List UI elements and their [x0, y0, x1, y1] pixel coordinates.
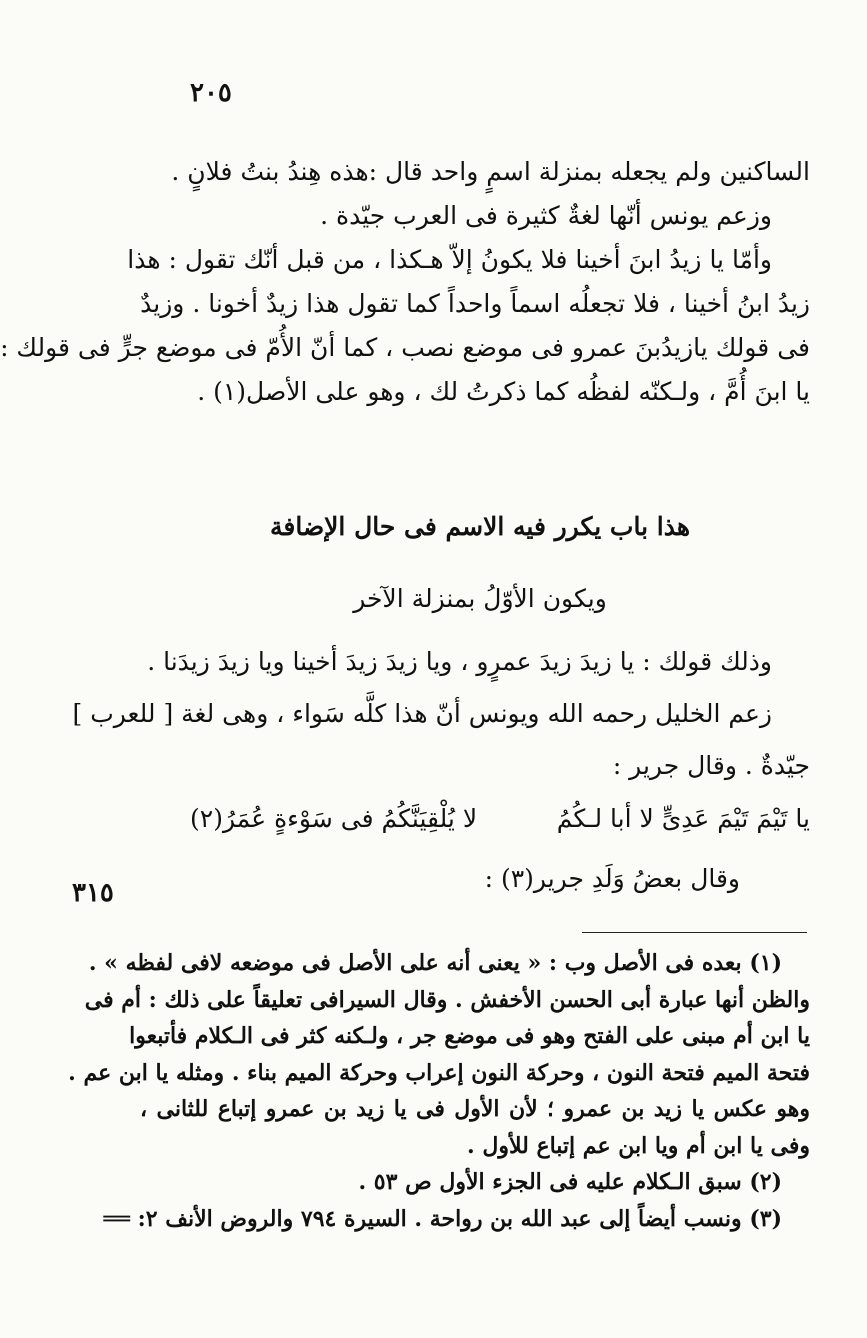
text-line: وزعم يونس أنّها لغةٌ كثيرة فى العرب جيّدة . [320, 201, 772, 230]
footnote-line: (٣) ونسب أيضاً إلى عبد الله بن رواحة . السيرة ٧٩٤ والروض الأنف ٢: ══ [103, 1205, 782, 1232]
chapter-subheading: ويكون الأوّلُ بمنزلة الآخر [353, 584, 607, 613]
footnote-line: (١) بعده فى الأصل وب : « يعنى أنه على الأصل فى موضعه لافى لفظه » . [88, 950, 782, 976]
footnote-divider [582, 932, 807, 933]
main-text-mid [72, 640, 810, 788]
text-line: جيّدةٌ . وقال جرير : [612, 751, 810, 780]
footnote-line: فتحة الميم فتحة النون ، وحركة النون إعراب وحركة الميم بناء . ومثله يا ابن عم . [68, 1059, 810, 1086]
text-line: وذلك قولك : يا زيدَ زيدَ عمرٍو ، ويا زيدَ زيدَ أخينا ويا زيدَ زيدَنا . [147, 647, 772, 676]
footnote-line: (٢) سبق الـكلام عليه فى الجزء الأول ص ٥٣ . [358, 1169, 782, 1195]
footnote-line: وفى يا ابن أم ويا ابن عم إتباع للأول . [467, 1132, 810, 1159]
footnote-line: والظن أنها عبارة أبى الحسن الأخفش . وقال السيرافى تعليقاً على ذلك : أم فى [84, 986, 810, 1013]
poetry-verse [190, 804, 810, 833]
margin-reference-number: ٣١٥ [72, 878, 114, 908]
text-line: زعم الخليل رحمه الله ويونس أنّ هذا كلَّه سَواء ، وهى لغة [ للعرب ] [72, 699, 772, 728]
footnote-line: يا ابن أم مبنى على الفتح وهو فى موضع جر ، ولـكنه كثر فى الـكلام فأتبعوا [129, 1023, 810, 1049]
chapter-heading: هذا باب يكرر فيه الاسم فى حال الإضافة [269, 512, 691, 541]
text-line: وقال بعضُ وَلَدِ جرير(٣) : [484, 864, 740, 893]
footnote-line: وهو عكس يا زيد بن عمرو ؛ لأن الأول فى يا زيد بن عمرو إتباع للثانى ، [140, 1096, 810, 1122]
page-number: ٢٠٥ [190, 78, 232, 108]
text-line: الساكنين ولم يجعله بمنزلة اسمٍ واحد قال :هذه هِندُ بنتُ فلانٍ . [171, 157, 810, 186]
text-line: وأمّا يا زيدُ ابنَ أخينا فلا يكونُ إلاّ هـكذا ، من قبل أنّك تقول : هذا [127, 245, 772, 274]
text-line: يا ابنَ أُمَّ ، ولـكنّه لفظُه كما ذكرتُ لك ، وهو على الأصل(١) . [197, 377, 810, 406]
verse-first-hemistich: يا تَيْمَ تَيْمَ عَدِىٍّ لا أبا لـكُمُ [556, 804, 810, 833]
text-line: زيدُ ابنُ أخينا ، فلا تجعلُه اسماً واحداً كما تقول هذا زيدٌ أخونا . وزيدٌ [140, 289, 810, 318]
text-line: فى قولك يازيدُبنَ عمرو فى موضع نصب ، كما أنّ الأُمّ فى موضع جرٍّ فى قولك : [0, 333, 810, 362]
verse-second-hemistich: لا يُلْقِيَنَّكُمُ فى سَوْءةٍ عُمَرُ(٢) [190, 804, 478, 833]
main-text-top [0, 150, 810, 414]
footnotes [68, 945, 810, 1237]
